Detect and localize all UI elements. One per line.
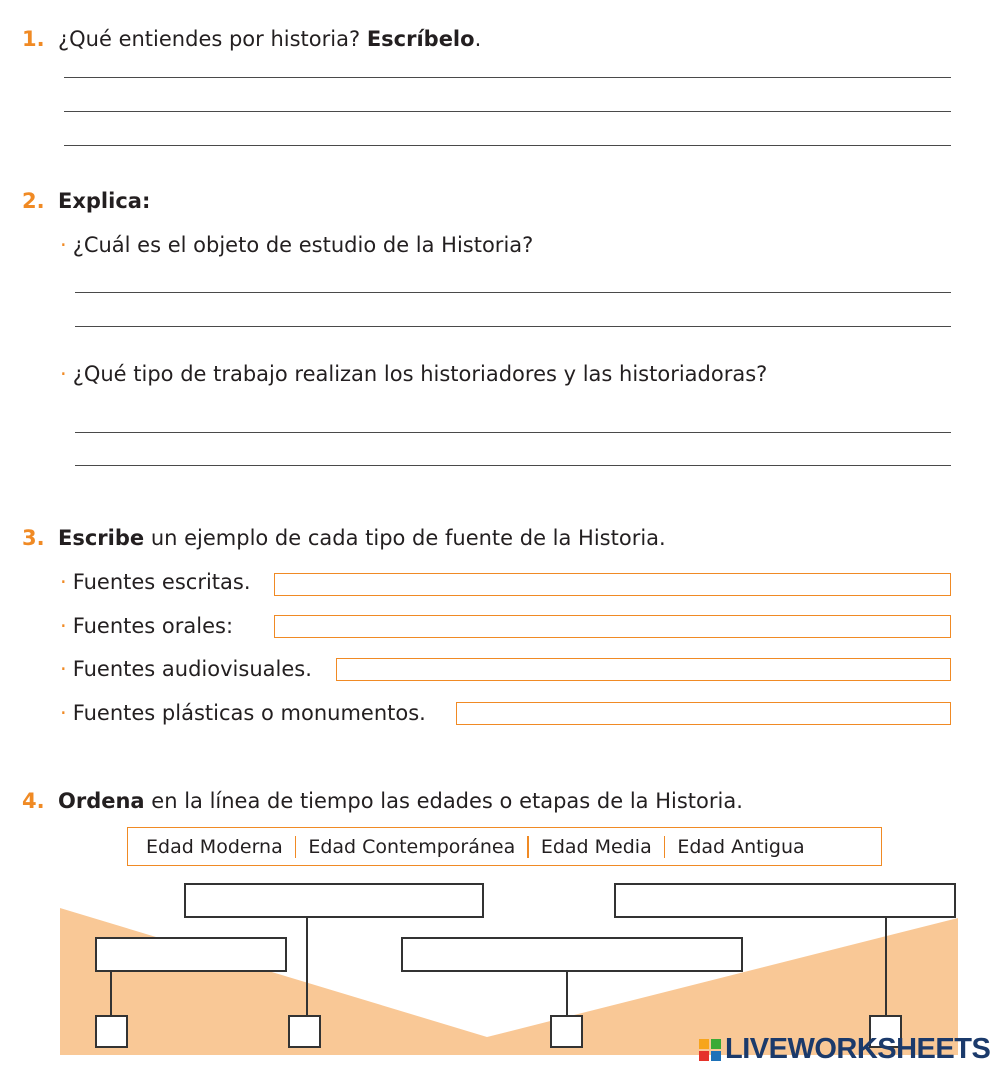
word-bank-item[interactable]: Edad Contemporánea — [308, 835, 516, 858]
word-bank-item[interactable]: Edad Moderna — [146, 835, 283, 858]
timeline-marker — [95, 1015, 128, 1048]
bullet: · — [60, 701, 67, 725]
question-4-emphasis: Ordena — [58, 789, 145, 813]
timeline-answer-box-1[interactable] — [95, 937, 287, 972]
bullet: · — [60, 570, 67, 594]
timeline-answer-box-4[interactable] — [614, 883, 956, 918]
question-2-number: 2. — [22, 189, 45, 213]
timeline-answer-box-2[interactable] — [184, 883, 484, 918]
logo-mark-icon — [699, 1039, 721, 1061]
word-bank-item[interactable]: Edad Media — [540, 835, 652, 858]
liveworksheets-logo — [699, 1033, 990, 1066]
timeline-marker — [288, 1015, 321, 1048]
bullet: · — [60, 614, 67, 638]
bullet: · — [60, 362, 67, 386]
word-bank-item[interactable]: Edad Antigua — [677, 835, 805, 858]
bullet: · — [60, 233, 67, 257]
connector-line — [885, 918, 887, 1015]
logo-square — [699, 1051, 709, 1061]
question-3-text: un ejemplo de cada tipo de fuente de la Historia. — [150, 526, 666, 550]
logo-text: LIVEWORKSHEETS — [725, 1033, 991, 1065]
logo-square — [711, 1039, 721, 1049]
connector-line — [306, 918, 308, 1015]
question-4-number: 4. — [22, 789, 45, 813]
logo-square — [711, 1051, 721, 1061]
question-3-number: 3. — [22, 526, 45, 550]
question-3-emphasis: Escribe — [58, 526, 145, 550]
source-item-label: Fuentes audiovisuales. — [72, 657, 312, 681]
question-2-sub-2-text: ¿Qué tipo de trabajo realizan los historiadores y las historiadoras? — [72, 362, 768, 386]
question-1-end: . — [474, 27, 482, 51]
question-4-text: en la línea de tiempo las edades o etapas de la Historia. — [151, 789, 743, 813]
timeline-answer-box-3[interactable] — [401, 937, 743, 972]
connector-line — [566, 972, 568, 1015]
logo-square — [699, 1039, 709, 1049]
question-2-heading: Explica: — [58, 189, 151, 213]
question-1-text: ¿Qué entiendes por historia? — [58, 27, 361, 51]
bullet: · — [60, 657, 67, 681]
connector-line — [110, 972, 112, 1015]
question-1-emphasis: Escríbelo — [366, 27, 475, 51]
timeline-marker — [550, 1015, 583, 1048]
source-item-label: Fuentes plásticas o monumentos. — [72, 701, 426, 725]
source-item-label: Fuentes orales: — [72, 614, 234, 638]
question-2-sub-1-text: ¿Cuál es el objeto de estudio de la Historia? — [72, 233, 534, 257]
source-item-label: Fuentes escritas. — [72, 570, 251, 594]
question-1-number: 1. — [22, 27, 45, 51]
